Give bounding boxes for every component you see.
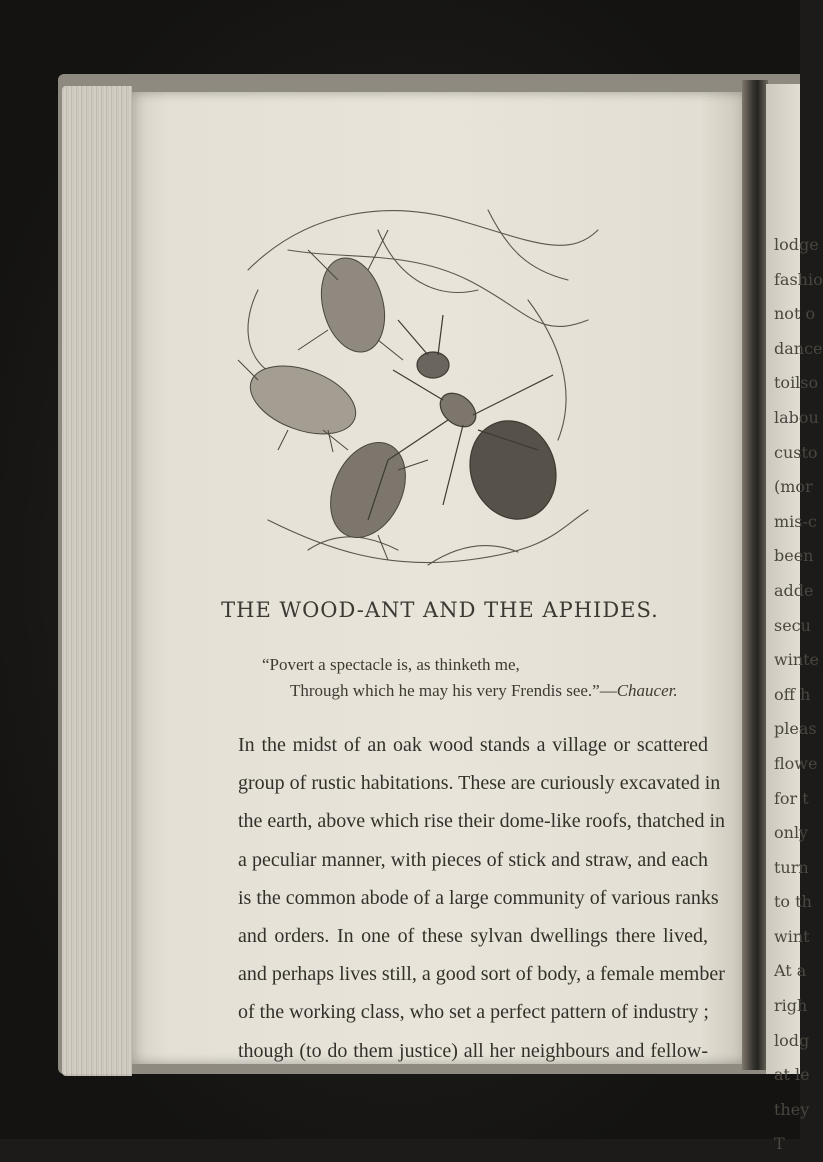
right-page-word: at le <box>774 1065 810 1085</box>
body-line: of the working class, who set a perfect pattern of industry ; <box>238 1001 709 1024</box>
right-page-word: not o <box>774 304 816 324</box>
book-gutter <box>742 80 768 1070</box>
right-page-word: labou <box>774 407 819 427</box>
aphid-left <box>238 353 365 452</box>
body-line: a peculiar manner, with pieces of stick and straw, and each <box>238 848 708 871</box>
right-page-word: been <box>774 546 814 566</box>
right-page-word: T <box>774 1134 785 1154</box>
right-page-word: (mor <box>774 477 813 497</box>
body-text <box>238 726 726 1070</box>
right-page-word: lodge <box>774 235 819 254</box>
right-page-text <box>774 228 823 1162</box>
right-page-word: lodg <box>774 1030 810 1050</box>
right-page-word: toilso <box>774 373 819 393</box>
body-line: is the common abode of a large community of various ranks <box>238 886 719 909</box>
body-line: In the midst of an oak wood stands a village or scattered <box>238 734 708 756</box>
right-page-word: turn <box>774 857 809 877</box>
right-page-word: off h <box>774 684 811 704</box>
right-page-word: adde <box>774 580 814 600</box>
epigraph-line-2 <box>290 681 678 701</box>
epigraph-author: Chaucer. <box>616 681 678 700</box>
epigraph-line-2-text: Through which he may his very Frendis see.”— <box>290 681 617 700</box>
body-line: the earth, above which rise their dome-like roofs, thatched in <box>238 810 726 833</box>
foliage <box>268 510 588 563</box>
wood-ant-engraving <box>228 190 608 590</box>
right-page-word: righ <box>774 996 808 1016</box>
page-edges <box>62 86 132 1076</box>
body-line: and perhaps lives still, a good sort of body, a female member <box>238 963 725 986</box>
body-line: group of rustic habitations. These are curiously excavated in <box>238 772 721 795</box>
right-page-word: flowe <box>774 753 818 773</box>
foliage <box>528 300 566 440</box>
right-page-word: pleas <box>774 719 817 739</box>
right-page-word: custo <box>774 442 818 462</box>
right-page-word: At a <box>774 961 807 981</box>
plate-title: THE WOOD-ANT AND THE APHIDES. <box>221 598 659 622</box>
branch <box>248 211 598 270</box>
right-page-word: secu <box>774 615 811 635</box>
epigraph-line-1: “Povert a spectacle is, as thinketh me, <box>262 655 520 674</box>
right-page-word: only <box>774 823 809 843</box>
right-page-word: mis-c <box>774 511 817 531</box>
body-line: and orders. In one of these sylvan dwellings there lived, <box>238 925 708 948</box>
right-page-word: for t <box>774 788 809 808</box>
right-page-word: to th <box>774 892 812 912</box>
branch <box>378 230 478 293</box>
right-page-word: wint <box>774 926 810 946</box>
right-page-word: dance <box>774 338 823 358</box>
right-page-word: they <box>774 1099 810 1119</box>
right-page-word: winte <box>774 650 820 670</box>
right-page-word: fashio <box>774 269 823 289</box>
body-line: though (to do them justice) all her neighbours and fellow- <box>238 1039 708 1062</box>
